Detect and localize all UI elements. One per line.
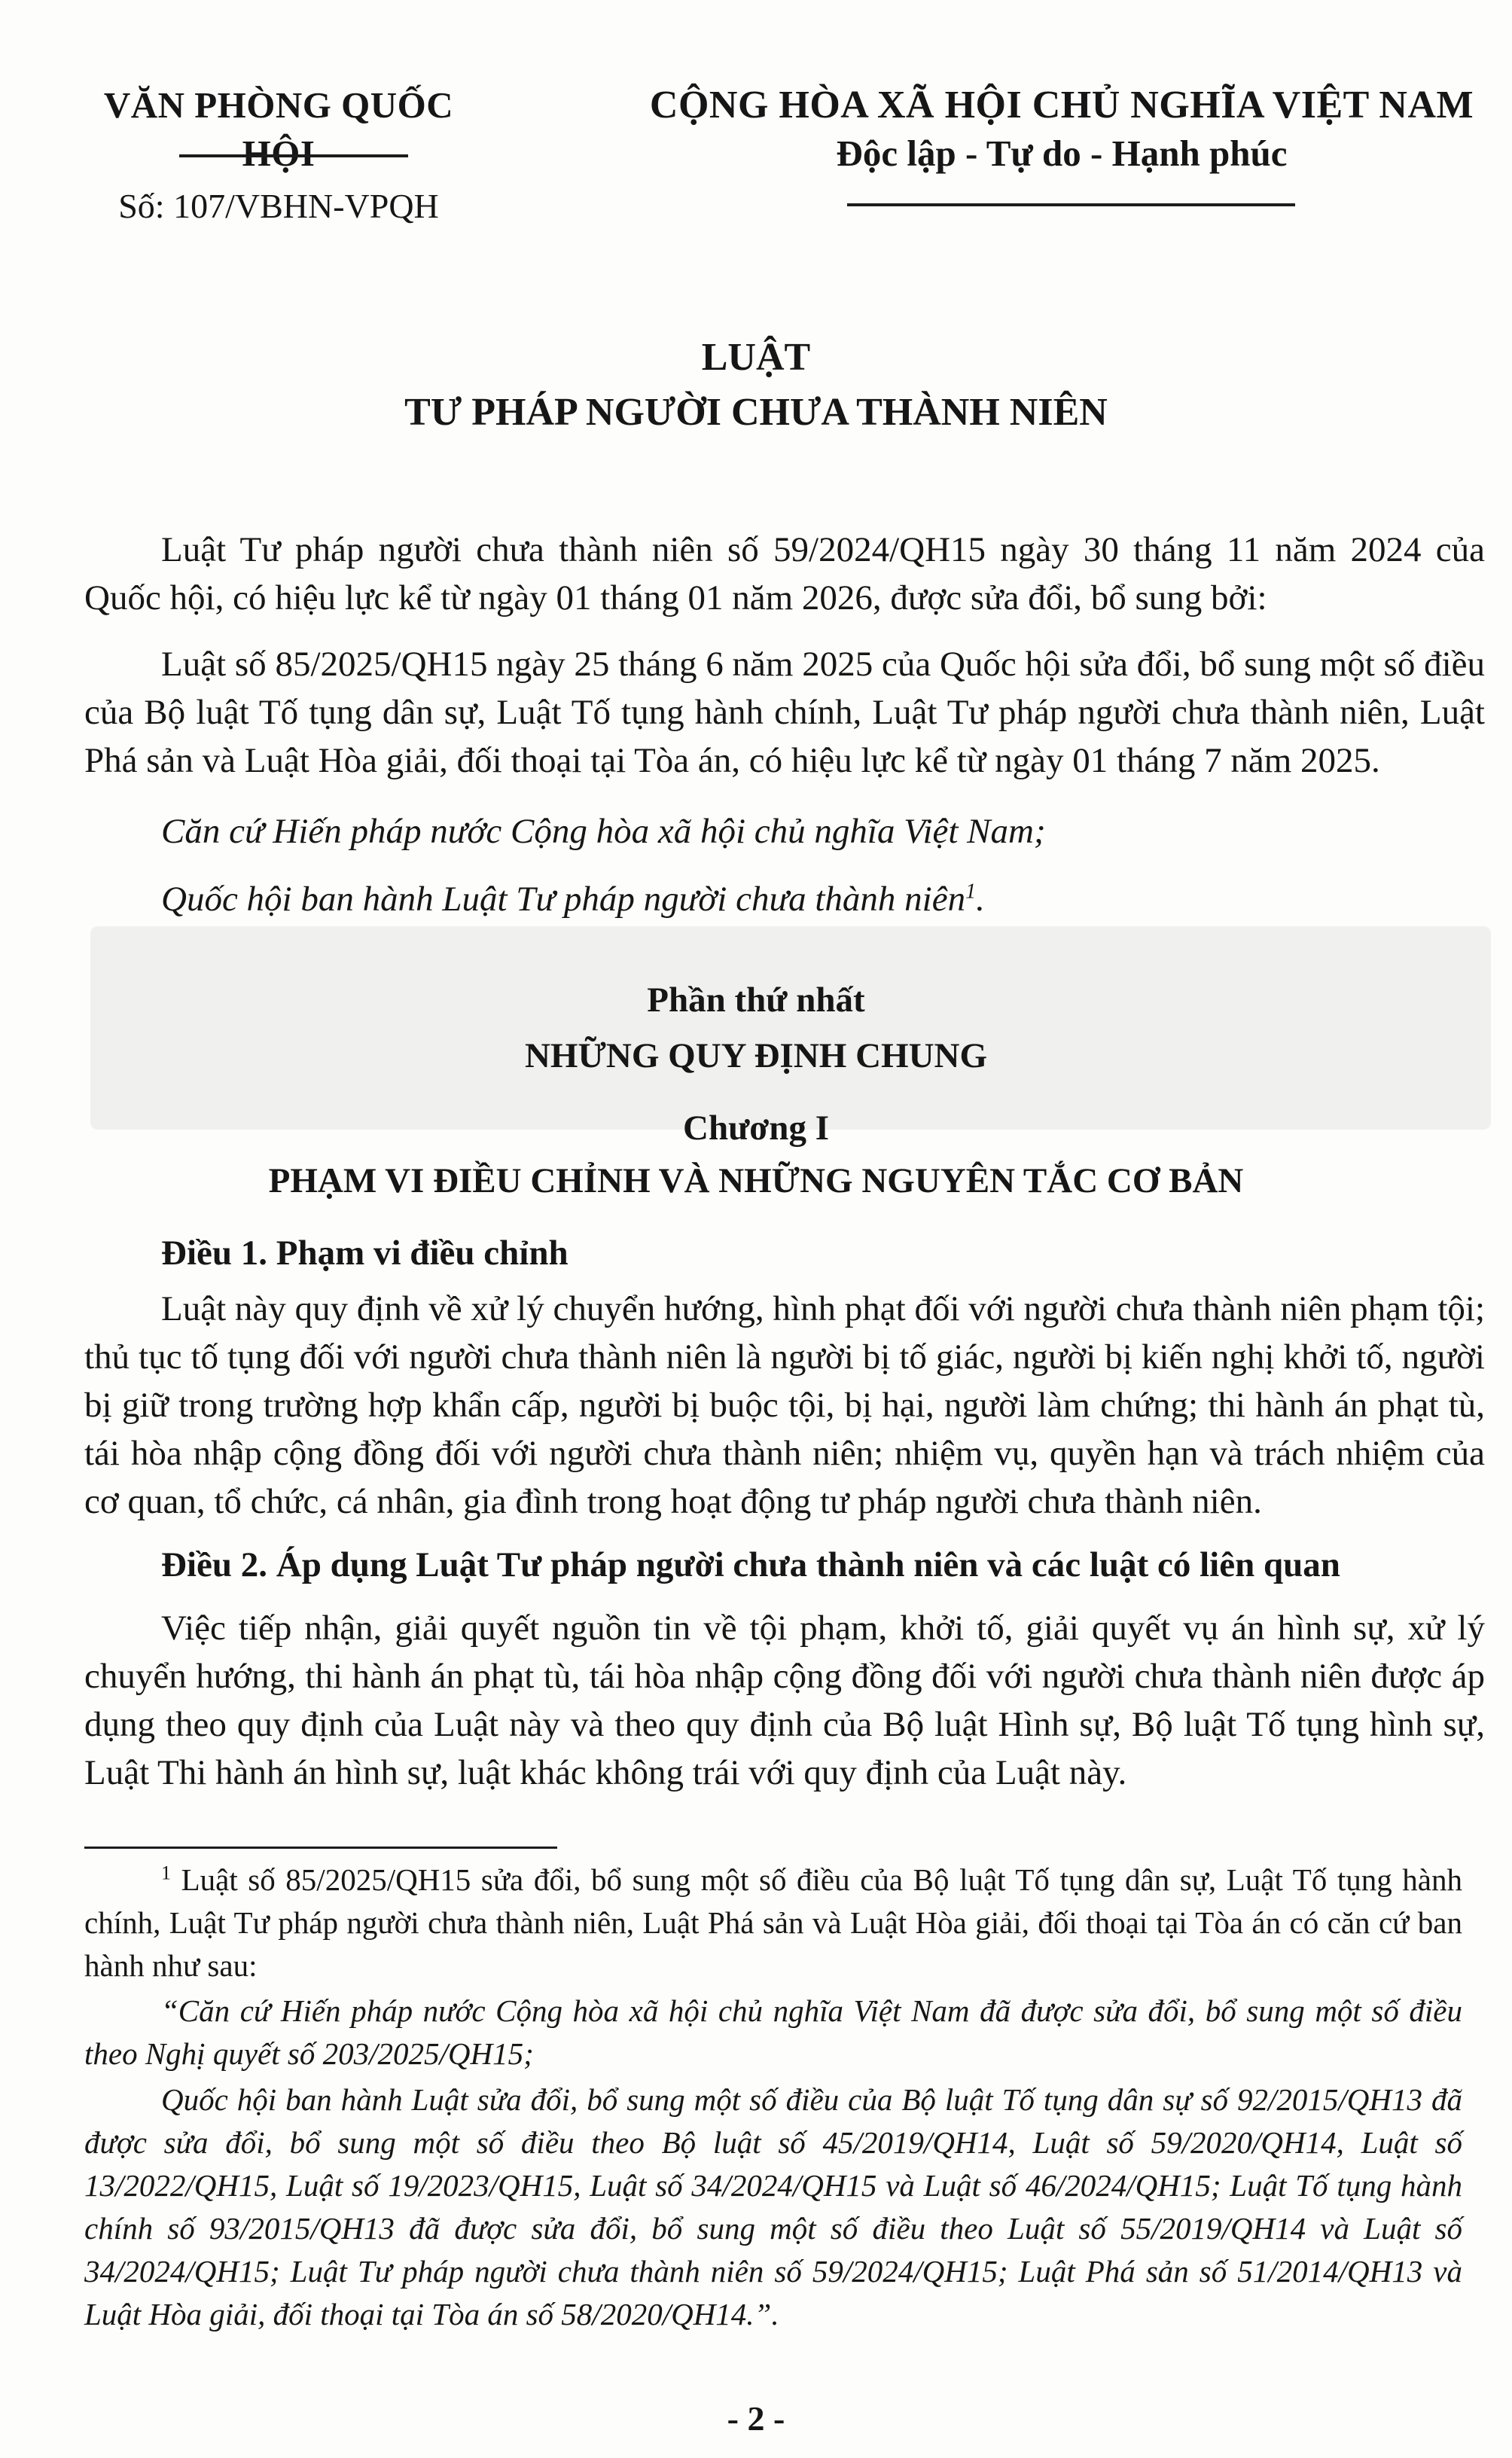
footnote-marker[interactable]: 1	[965, 880, 977, 904]
part-label: Phần thứ nhất	[647, 980, 865, 1020]
enactment-period: .	[976, 880, 985, 919]
page-number: - 2 -	[727, 2399, 785, 2438]
article-2-heading: Điều 2. Áp dụng Luật Tư pháp người chưa thành niên và các luật có liên quan	[161, 1545, 1340, 1584]
intro-paragraph-1: Luật Tư pháp người chưa thành niên số 59/2024/QH15 ngày 30 tháng 11 năm 2024 của Quốc hội, có hiệu lực kể từ ngày 01 tháng 01 năm 2026, được sửa đổi, bổ sung bởi:	[84, 530, 1485, 618]
document-number: Số: 107/VBHN-VPQH	[118, 187, 439, 225]
footnote-paragraph-3: Quốc hội ban hành Luật sửa đổi, bổ sung một số điều của Bộ luật Tố tụng dân sự số 92/2015/QH13 đã được sửa đổi, bổ sung một số điều theo Bộ luật số 45/2019/QH14, Luật số 59/2020/QH14, Luật số 13/2022/QH15, Luật số 19/2023/QH15, Luật số 34/2024/QH15 và Luật số 46/2024/QH15; Luật Tố tụng hành chính số 93/2015/QH13 đã được sửa đổi, bổ sung một số điều theo Luật số 55/2019/QH14 và Luật số 34/2024/QH15; Luật Tư pháp người chưa thành niên số 59/2024/QH15; Luật Phá sản số 51/2014/QH13 và Luật Hòa giải, đối thoại tại Tòa án số 58/2020/QH14.”.	[84, 2082, 1462, 2331]
intro-paragraph-2: Luật số 85/2025/QH15 ngày 25 tháng 6 năm 2025 của Quốc hội sửa đổi, bổ sung một số điều của Bộ luật Tố tụng dân sự, Luật Tố tụng hành chính, Luật Tư pháp người chưa thành niên, Luật Phá sản và Luật Hòa giải, đối thoại tại Tòa án, có hiệu lực kể từ ngày 01 tháng 7 năm 2025.	[84, 645, 1485, 780]
issuing-agency-name: VĂN PHÒNG QUỐC HỘI	[103, 84, 454, 174]
enactment-line	[84, 875, 1485, 923]
chapter-name: PHẠM VI ĐIỀU CHỈNH VÀ NHỮNG NGUYÊN TẮC CƠ BẢN	[268, 1161, 1244, 1200]
national-name: CỘNG HÒA XÃ HỘI CHỦ NGHĨA VIỆT NAM	[649, 84, 1474, 127]
national-title-block	[648, 81, 1476, 178]
agency-underline	[179, 154, 408, 157]
document-type: LUẬT	[701, 336, 811, 379]
enactment-text: Quốc hội ban hành Luật Tư pháp người chưa thành niên	[161, 880, 966, 919]
motto-underline	[847, 203, 1295, 206]
footnote-separator	[84, 1847, 557, 1849]
footnote-number: 1	[161, 1862, 171, 1884]
legal-basis-line: Căn cứ Hiến pháp nước Cộng hòa xã hội chủ nghĩa Việt Nam;	[161, 812, 1046, 851]
national-motto: Độc lập - Tự do - Hạnh phúc	[836, 133, 1288, 174]
footnote-paragraph-1	[84, 1859, 1462, 1987]
article-1-text: Luật này quy định về xử lý chuyển hướng, hình phạt đối với người chưa thành niên phạm tội; thủ tục tố tụng đối với người chưa thành niên là người bị tố giác, người bị kiến nghị khởi tố, người bị giữ trong trường hợp khẩn cấp, người bị buộc tội, bị hại, người làm chứng; thi hành án phạt tù, tái hòa nhập cộng đồng đối với người chưa thành niên; nhiệm vụ, quyền hạn và trách nhiệm của cơ quan, tổ chức, cá nhân, gia đình trong hoạt động tư pháp người chưa thành niên.	[84, 1289, 1485, 1521]
footnote-text-1: Luật số 85/2025/QH15 sửa đổi, bổ sung một số điều của Bộ luật Tố tụng dân sự, Luật Tố tụng hành chính, Luật Tư pháp người chưa thành niên, Luật Phá sản và Luật Hòa giải, đối thoại tại Tòa án có căn cứ ban hành như sau:	[84, 1862, 1462, 1983]
footnote-paragraph-2: “Căn cứ Hiến pháp nước Cộng hòa xã hội chủ nghĩa Việt Nam đã được sửa đổi, bổ sung một số điều theo Nghị quyết số 203/2025/QH15;	[84, 1993, 1462, 2071]
chapter-label: Chương I	[683, 1109, 829, 1148]
article-1-heading: Điều 1. Phạm vi điều chỉnh	[161, 1234, 569, 1273]
document-title: TƯ PHÁP NGƯỜI CHƯA THÀNH NIÊN	[404, 391, 1108, 434]
issuing-agency-block	[68, 81, 489, 178]
scan-shading	[90, 926, 1491, 1130]
article-2-text: Việc tiếp nhận, giải quyết nguồn tin về tội phạm, khởi tố, giải quyết vụ án hình sự, xử lý chuyển hướng, thi hành án phạt tù, tái hòa nhập cộng đồng đối với người chưa thành niên được áp dụng theo quy định của Luật này và theo quy định của Bộ luật Hình sự, Bộ luật Tố tụng hình sự, Luật Thi hành án hình sự, luật khác không trái với quy định của Luật này.	[84, 1609, 1485, 1792]
part-name: NHỮNG QUY ĐỊNH CHUNG	[524, 1036, 988, 1075]
